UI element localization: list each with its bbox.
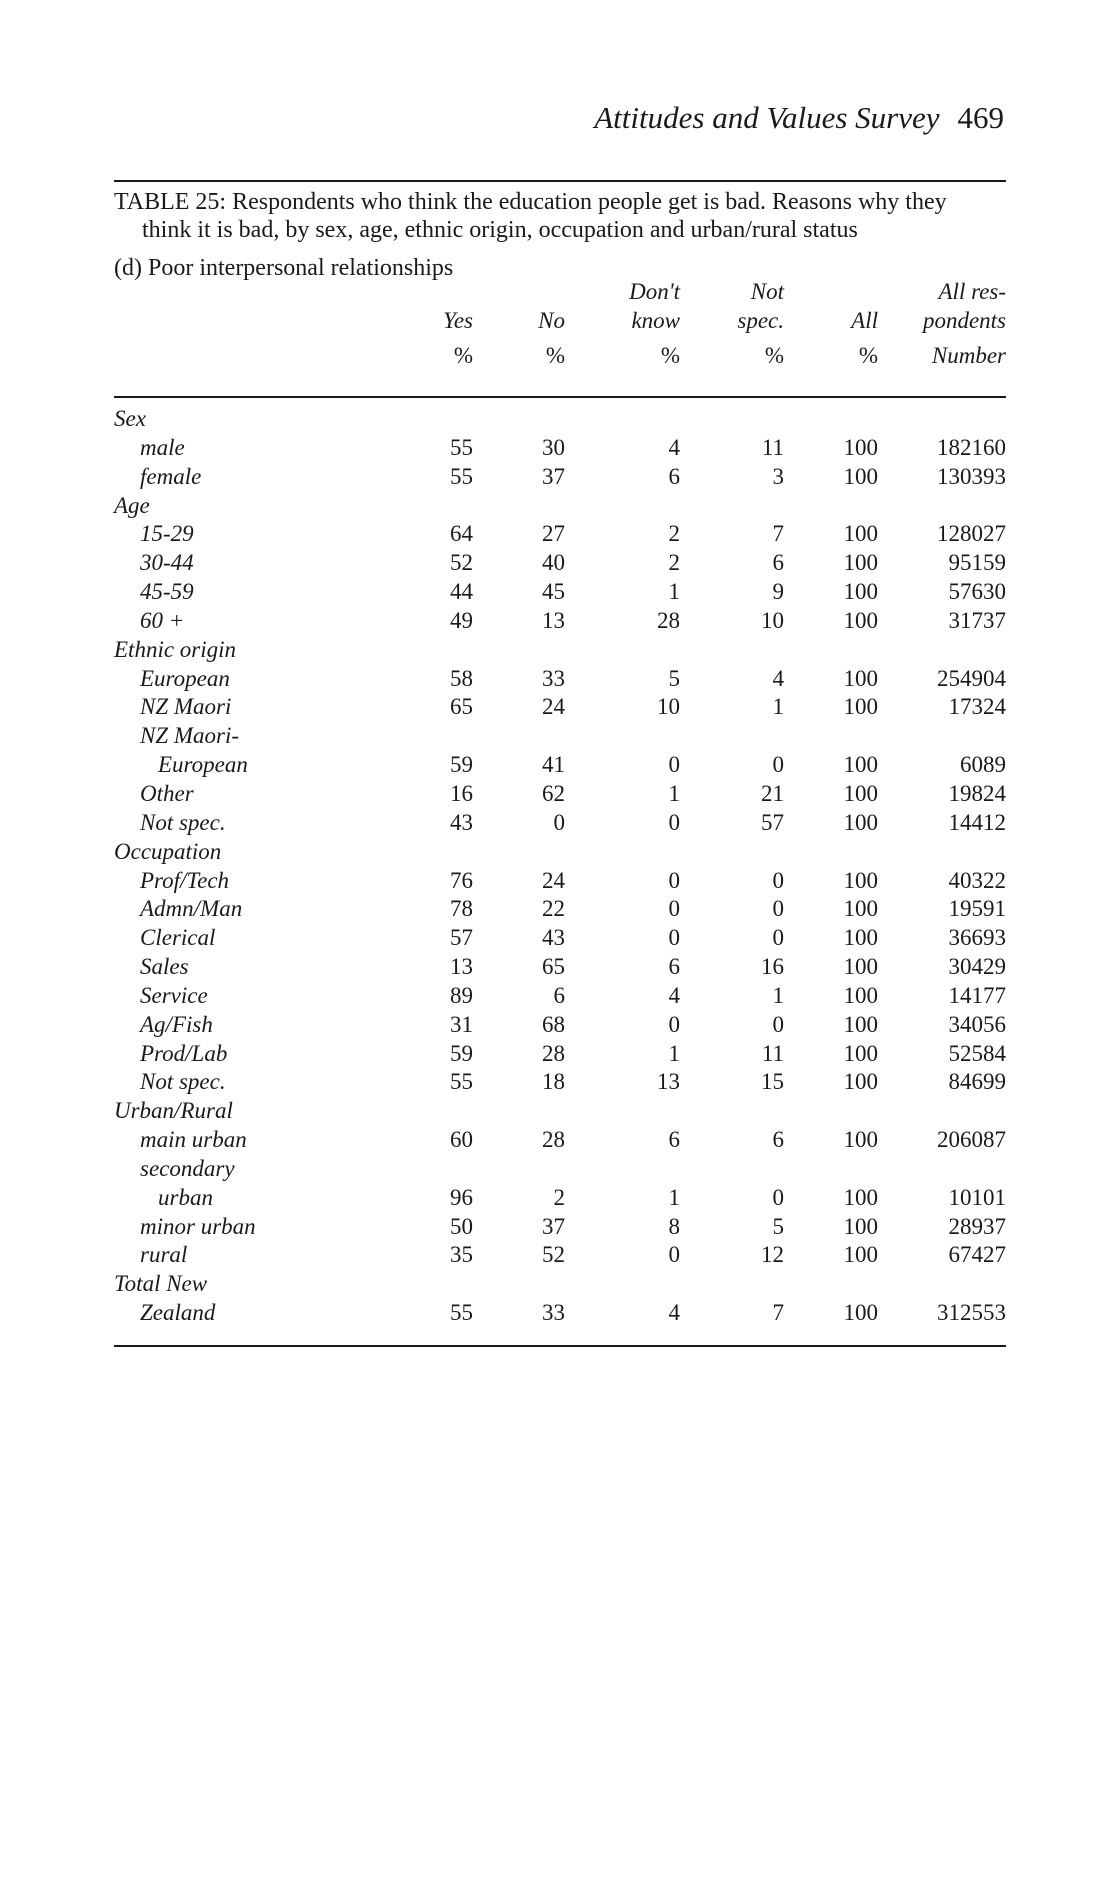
row-label: Prod/Lab — [140, 1040, 228, 1066]
cell-yes: 64 — [450, 521, 473, 547]
cell-all: 100 — [843, 1127, 878, 1153]
cell-number: 30429 — [948, 954, 1006, 980]
cell-all: 100 — [843, 550, 878, 576]
table-row — [0, 578, 1114, 607]
table-body — [0, 405, 1114, 1328]
row-label: secondary — [140, 1155, 235, 1181]
cell-dont-know: 0 — [668, 925, 680, 951]
cell-not-spec: 11 — [761, 434, 784, 460]
cell-all: 100 — [843, 925, 878, 951]
cell-yes: 55 — [450, 1300, 473, 1326]
cell-number: 52584 — [948, 1040, 1006, 1066]
cell-yes: 44 — [450, 579, 473, 605]
column-header-label-line2: know — [631, 308, 680, 333]
cell-yes: 59 — [450, 1040, 473, 1066]
table-group-row — [0, 492, 1114, 521]
cell-number: 206087 — [937, 1127, 1006, 1153]
table-row — [0, 434, 1114, 463]
table-row — [0, 693, 1114, 722]
cell-dont-know: 4 — [668, 982, 680, 1008]
column-header-unit: % — [660, 343, 680, 368]
cell-yes: 60 — [450, 1127, 473, 1153]
cell-all: 100 — [843, 1011, 878, 1037]
cell-yes: 13 — [450, 954, 473, 980]
cell-not-spec: 0 — [772, 867, 784, 893]
cell-all: 100 — [843, 1300, 878, 1326]
group-label: Occupation — [114, 838, 222, 864]
cell-not-spec: 0 — [772, 1184, 784, 1210]
column-header-all-respondents — [923, 277, 1006, 370]
cell-not-spec: 11 — [761, 1040, 784, 1066]
cell-all: 100 — [843, 521, 878, 547]
cell-dont-know: 0 — [668, 752, 680, 778]
cell-yes: 58 — [450, 665, 473, 691]
row-label: Not spec. — [140, 809, 226, 835]
table-row — [0, 809, 1114, 838]
row-label: rural — [140, 1242, 188, 1268]
cell-not-spec: 15 — [761, 1069, 784, 1095]
cell-dont-know: 0 — [668, 896, 680, 922]
cell-not-spec: 0 — [772, 896, 784, 922]
column-header-unit: % — [545, 343, 565, 368]
cell-yes: 76 — [450, 867, 473, 893]
table-row — [0, 1011, 1114, 1040]
cell-yes: 55 — [450, 463, 473, 489]
cell-no: 37 — [542, 1213, 565, 1239]
page-number: 469 — [957, 100, 1004, 135]
cell-dont-know: 1 — [668, 579, 680, 605]
table-group-row — [0, 405, 1114, 434]
table-row — [0, 1184, 1114, 1213]
cell-not-spec: 1 — [772, 694, 784, 720]
row-label: minor urban — [140, 1213, 256, 1239]
row-label: urban — [158, 1184, 213, 1210]
header-rule — [114, 396, 1006, 398]
table-group-row — [0, 1097, 1114, 1126]
table-group-row — [0, 1270, 1114, 1299]
cell-all: 100 — [843, 1040, 878, 1066]
cell-not-spec: 9 — [772, 579, 784, 605]
cell-yes: 55 — [450, 1069, 473, 1095]
table-row — [0, 1241, 1114, 1270]
column-header-all — [851, 306, 878, 370]
cell-yes: 78 — [450, 896, 473, 922]
caption-line-2: think it is bad, by sex, age, ethnic origin, occupation and urban/rural status — [142, 217, 858, 243]
cell-yes: 43 — [450, 809, 473, 835]
table-row — [0, 463, 1114, 492]
cell-all: 100 — [843, 607, 878, 633]
table-row — [0, 520, 1114, 549]
column-header-label-line1: Don't — [629, 279, 680, 304]
table-row — [0, 1299, 1114, 1328]
cell-dont-know: 1 — [668, 780, 680, 806]
cell-yes: 89 — [450, 982, 473, 1008]
cell-all: 100 — [843, 579, 878, 605]
column-header-no — [538, 306, 565, 370]
cell-all: 100 — [843, 434, 878, 460]
row-label: female — [140, 463, 202, 489]
row-label: European — [140, 665, 230, 691]
cell-dont-know: 28 — [657, 607, 680, 633]
cell-number: 254904 — [937, 665, 1006, 691]
cell-dont-know: 5 — [668, 665, 680, 691]
table-row — [0, 780, 1114, 809]
cell-not-spec: 3 — [772, 463, 784, 489]
column-header-label: All — [851, 308, 878, 333]
cell-no: 24 — [542, 694, 565, 720]
cell-number: 34056 — [948, 1011, 1006, 1037]
cell-not-spec: 4 — [772, 665, 784, 691]
table-row — [0, 1068, 1114, 1097]
cell-number: 14177 — [948, 982, 1006, 1008]
bottom-rule — [114, 1345, 1006, 1347]
cell-dont-know: 6 — [668, 1127, 680, 1153]
row-label: 60 + — [140, 607, 185, 633]
table-row — [0, 1040, 1114, 1069]
row-label: Prof/Tech — [140, 867, 230, 893]
cell-dont-know: 1 — [668, 1184, 680, 1210]
cell-yes: 65 — [450, 694, 473, 720]
cell-no: 68 — [542, 1011, 565, 1037]
top-rule — [114, 180, 1006, 182]
cell-no: 65 — [542, 954, 565, 980]
group-label: Sex — [114, 406, 146, 431]
cell-yes: 96 — [450, 1184, 473, 1210]
table-row — [0, 1213, 1114, 1242]
cell-dont-know: 0 — [668, 867, 680, 893]
cell-no: 30 — [542, 434, 565, 460]
cell-number: 67427 — [948, 1242, 1006, 1268]
cell-number: 17324 — [948, 694, 1006, 720]
row-label: 45-59 — [140, 579, 194, 605]
cell-dont-know: 0 — [668, 1242, 680, 1268]
cell-number: 19824 — [948, 780, 1006, 806]
cell-dont-know: 4 — [668, 1300, 680, 1326]
group-label: Age — [114, 492, 150, 518]
row-label: Ag/Fish — [140, 1011, 213, 1037]
cell-no: 22 — [542, 896, 565, 922]
cell-all: 100 — [843, 665, 878, 691]
row-label: Admn/Man — [140, 896, 243, 922]
table-subheading: (d) Poor interpersonal relationships — [114, 255, 454, 281]
running-head — [594, 100, 1004, 136]
cell-all: 100 — [843, 1184, 878, 1210]
cell-no: 28 — [542, 1127, 565, 1153]
cell-dont-know: 6 — [668, 954, 680, 980]
column-header-not-spec — [737, 277, 784, 370]
cell-no: 0 — [553, 809, 565, 835]
table-row — [0, 722, 1114, 751]
cell-number: 31737 — [948, 607, 1006, 633]
cell-not-spec: 6 — [772, 550, 784, 576]
cell-all: 100 — [843, 867, 878, 893]
table-row — [0, 924, 1114, 953]
column-header-label: Yes — [443, 308, 473, 333]
column-header-unit: % — [453, 343, 473, 368]
cell-number: 95159 — [948, 550, 1006, 576]
cell-no: 6 — [553, 982, 565, 1008]
cell-all: 100 — [843, 1069, 878, 1095]
row-label: Not spec. — [140, 1069, 226, 1095]
cell-not-spec: 57 — [761, 809, 784, 835]
cell-no: 24 — [542, 867, 565, 893]
column-header-unit: Number — [931, 343, 1006, 368]
table-row — [0, 895, 1114, 924]
cell-dont-know: 13 — [657, 1069, 680, 1095]
cell-number: 57630 — [948, 579, 1006, 605]
cell-not-spec: 1 — [772, 982, 784, 1008]
cell-yes: 35 — [450, 1242, 473, 1268]
cell-all: 100 — [843, 1213, 878, 1239]
row-label: European — [158, 752, 248, 778]
cell-dont-know: 2 — [668, 521, 680, 547]
cell-all: 100 — [843, 982, 878, 1008]
row-label: 15-29 — [140, 521, 194, 547]
cell-not-spec: 0 — [772, 925, 784, 951]
column-header-label-line1: All res- — [938, 279, 1006, 304]
table-caption — [114, 188, 1014, 244]
row-label: Zealand — [140, 1300, 216, 1326]
row-label: main urban — [140, 1127, 247, 1153]
cell-no: 52 — [542, 1242, 565, 1268]
cell-not-spec: 10 — [761, 607, 784, 633]
cell-yes: 57 — [450, 925, 473, 951]
row-label: Sales — [140, 954, 189, 980]
cell-no: 27 — [542, 521, 565, 547]
cell-number: 40322 — [948, 867, 1006, 893]
column-header-dont-know — [629, 277, 680, 370]
cell-yes: 16 — [450, 780, 473, 806]
row-label: Clerical — [140, 925, 216, 951]
cell-all: 100 — [843, 1242, 878, 1268]
cell-no: 2 — [553, 1184, 565, 1210]
cell-all: 100 — [843, 694, 878, 720]
column-header-unit: % — [858, 343, 878, 368]
table-group-row — [0, 838, 1114, 867]
cell-all: 100 — [843, 809, 878, 835]
cell-yes: 52 — [450, 550, 473, 576]
cell-not-spec: 7 — [772, 521, 784, 547]
cell-number: 28937 — [948, 1213, 1006, 1239]
cell-dont-know: 1 — [668, 1040, 680, 1066]
table-row — [0, 665, 1114, 694]
cell-number: 10101 — [948, 1184, 1006, 1210]
cell-all: 100 — [843, 954, 878, 980]
column-header-label-line2: pondents — [922, 308, 1006, 333]
cell-dont-know: 8 — [668, 1213, 680, 1239]
cell-all: 100 — [843, 752, 878, 778]
table-row — [0, 607, 1114, 636]
cell-not-spec: 6 — [772, 1127, 784, 1153]
cell-yes: 55 — [450, 434, 473, 460]
column-header-label-line2: spec. — [737, 308, 784, 333]
cell-all: 100 — [843, 896, 878, 922]
cell-no: 41 — [542, 752, 565, 778]
cell-no: 45 — [542, 579, 565, 605]
cell-number: 130393 — [937, 463, 1006, 489]
cell-yes: 49 — [450, 607, 473, 633]
row-label: 30-44 — [140, 550, 194, 576]
cell-not-spec: 12 — [761, 1242, 784, 1268]
row-label: male — [140, 434, 185, 460]
cell-not-spec: 16 — [761, 954, 784, 980]
table-row — [0, 982, 1114, 1011]
column-header-unit: % — [764, 343, 784, 368]
cell-not-spec: 0 — [772, 1011, 784, 1037]
cell-not-spec: 7 — [772, 1300, 784, 1326]
table-row — [0, 549, 1114, 578]
column-header-label: No — [538, 308, 565, 333]
cell-dont-know: 0 — [668, 1011, 680, 1037]
cell-dont-know: 2 — [668, 550, 680, 576]
caption-line-1: TABLE 25: Respondents who think the education people get is bad. Reasons why they — [114, 189, 947, 215]
cell-no: 62 — [542, 780, 565, 806]
column-header-label-line1: Not — [750, 279, 784, 304]
cell-no: 18 — [542, 1069, 565, 1095]
cell-not-spec: 21 — [761, 780, 784, 806]
table-group-row — [0, 636, 1114, 665]
cell-number: 19591 — [948, 896, 1006, 922]
cell-all: 100 — [843, 780, 878, 806]
cell-yes: 31 — [450, 1011, 473, 1037]
cell-dont-know: 0 — [668, 809, 680, 835]
cell-number: 84699 — [948, 1069, 1006, 1095]
running-head-title: Attitudes and Values Survey — [594, 100, 940, 135]
row-label: Other — [140, 780, 194, 806]
cell-no: 33 — [542, 1300, 565, 1326]
cell-number: 14412 — [948, 809, 1006, 835]
row-label: Service — [140, 982, 208, 1008]
cell-number: 6089 — [960, 752, 1006, 778]
cell-no: 40 — [542, 550, 565, 576]
cell-all: 100 — [843, 463, 878, 489]
cell-no: 28 — [542, 1040, 565, 1066]
row-label: NZ Maori- — [140, 723, 240, 749]
cell-yes: 50 — [450, 1213, 473, 1239]
cell-no: 43 — [542, 925, 565, 951]
cell-number: 182160 — [937, 434, 1006, 460]
group-label: Ethnic origin — [114, 636, 237, 662]
group-label: Total New — [114, 1271, 208, 1297]
cell-yes: 59 — [450, 752, 473, 778]
cell-not-spec: 5 — [772, 1213, 784, 1239]
table-row — [0, 1126, 1114, 1155]
cell-dont-know: 6 — [668, 463, 680, 489]
group-label: Urban/Rural — [114, 1098, 233, 1124]
cell-dont-know: 4 — [668, 434, 680, 460]
cell-number: 312553 — [937, 1300, 1006, 1326]
table-row — [0, 751, 1114, 780]
cell-no: 33 — [542, 665, 565, 691]
row-label: NZ Maori — [140, 694, 232, 720]
table-row — [0, 953, 1114, 982]
table-row — [0, 867, 1114, 896]
cell-no: 13 — [542, 607, 565, 633]
cell-number: 36693 — [948, 925, 1006, 951]
table-row — [0, 1155, 1114, 1184]
column-header-yes — [443, 306, 473, 370]
cell-dont-know: 10 — [657, 694, 680, 720]
cell-number: 128027 — [937, 521, 1006, 547]
cell-not-spec: 0 — [772, 752, 784, 778]
cell-no: 37 — [542, 463, 565, 489]
